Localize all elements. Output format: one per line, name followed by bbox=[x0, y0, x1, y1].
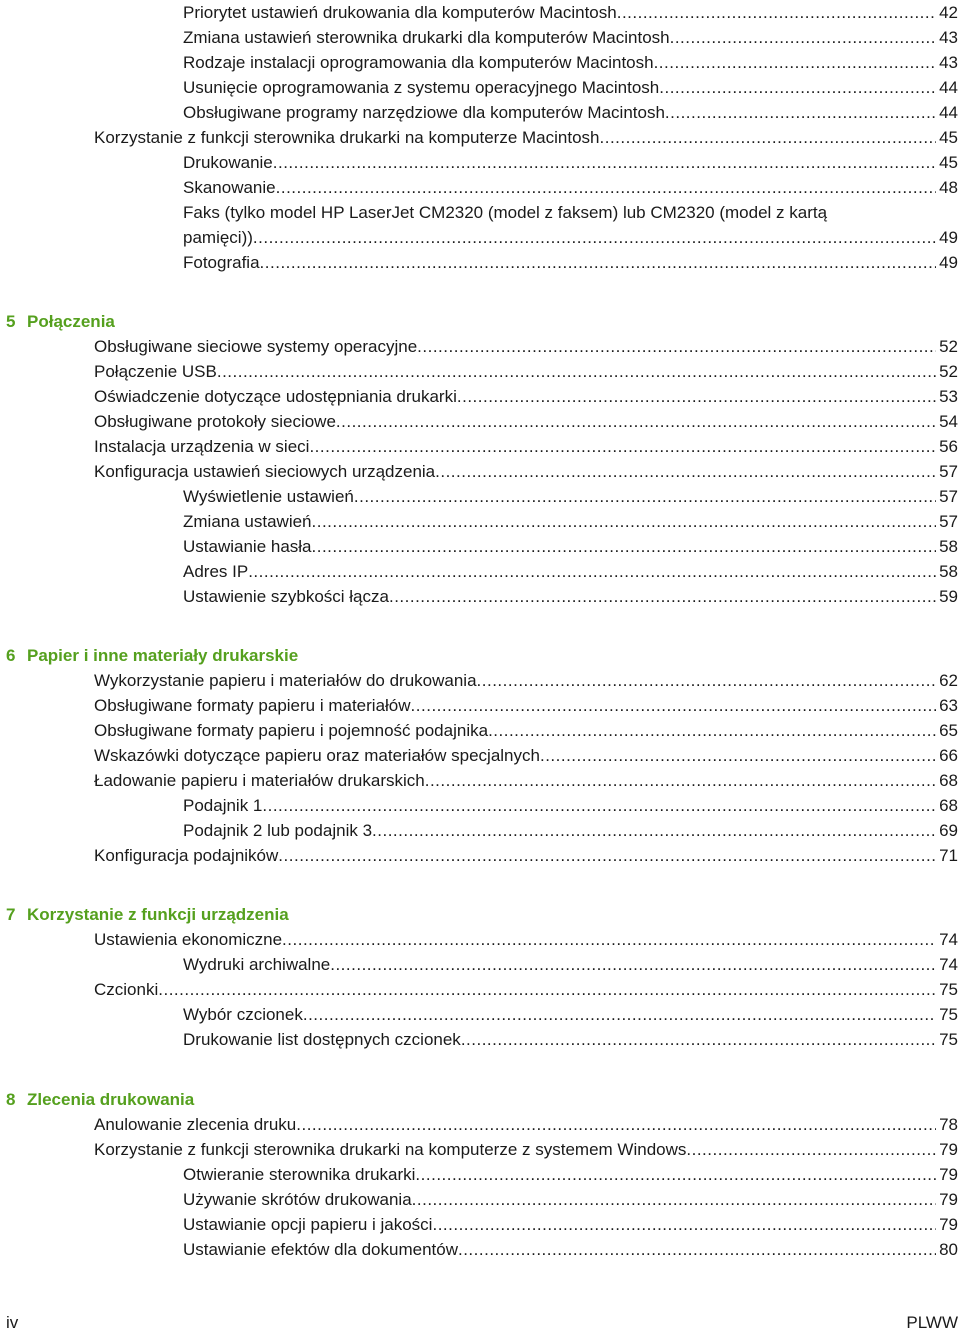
toc-entry[interactable]: Rodzaje instalacji oprogramowania dla komputerów Macintosh ..... 43 bbox=[183, 50, 958, 75]
toc-entry[interactable]: Konfiguracja ustawień sieciowych urządzenia ..... 57 bbox=[94, 459, 958, 484]
toc-entry[interactable]: Priorytet ustawień drukowania dla komputerów Macintosh ..... 42 bbox=[183, 0, 958, 25]
toc-entry[interactable]: Połączenie USB ..... 52 bbox=[94, 359, 958, 384]
chapter-heading[interactable]: 5 Połączenia bbox=[6, 312, 115, 331]
toc-entry[interactable]: Wskazówki dotyczące papieru oraz materiałów specjalnych ..... 66 bbox=[94, 743, 958, 768]
toc-entry[interactable]: Fotografia ..... 49 bbox=[183, 250, 958, 275]
toc-entry[interactable]: Zmiana ustawień ..... 57 bbox=[183, 509, 958, 534]
toc-entry[interactable]: Wydruki archiwalne ..... 74 bbox=[183, 952, 958, 977]
toc-entry[interactable]: Podajnik 1 ..... 68 bbox=[183, 793, 958, 818]
chapter-heading[interactable]: 7 Korzystanie z funkcji urządzenia bbox=[6, 905, 289, 924]
toc-entry[interactable]: Obsługiwane programy narzędziowe dla komputerów Macintosh ..... 44 bbox=[183, 100, 958, 125]
chapter-heading[interactable]: 6 Papier i inne materiały drukarskie bbox=[6, 646, 299, 665]
toc-entry[interactable]: Drukowanie ..... 45 bbox=[183, 150, 958, 175]
toc-entry[interactable]: Ustawianie hasła ..... 58 bbox=[183, 534, 958, 559]
toc-entry[interactable]: Obsługiwane formaty papieru i pojemność podajnika ..... 65 bbox=[94, 718, 958, 743]
toc-entry[interactable]: Ustawienie szybkości łącza ..... 59 bbox=[183, 584, 958, 609]
toc-entry[interactable]: Korzystanie z funkcji sterownika drukarki na komputerze z systemem Windows ..... 79 bbox=[94, 1137, 958, 1162]
chapter-heading[interactable]: 8 Zlecenia drukowania bbox=[6, 1090, 195, 1109]
footer-locale-code: PLWW bbox=[906, 1313, 958, 1332]
toc-entry[interactable]: Drukowanie list dostępnych czcionek ..... 75 bbox=[183, 1027, 958, 1052]
toc-entry[interactable]: Usunięcie oprogramowania z systemu operacyjnego Macintosh ..... 44 bbox=[183, 75, 958, 100]
toc-entry[interactable]: Ustawianie efektów dla dokumentów ..... 80 bbox=[183, 1237, 958, 1262]
toc-entry[interactable]: Czcionki ..... 75 bbox=[94, 977, 958, 1002]
toc-entry[interactable]: Ładowanie papieru i materiałów drukarskich ..... 68 bbox=[94, 768, 958, 793]
toc-entry[interactable]: Konfiguracja podajników ..... 71 bbox=[94, 843, 958, 868]
toc-entry[interactable]: Obsługiwane sieciowe systemy operacyjne ..... 52 bbox=[94, 334, 958, 359]
toc-entry[interactable]: Wykorzystanie papieru i materiałów do drukowania ..... 62 bbox=[94, 668, 958, 693]
toc-entry[interactable]: Skanowanie ..... 48 bbox=[183, 175, 958, 200]
toc-entry[interactable]: Używanie skrótów drukowania ..... 79 bbox=[183, 1187, 958, 1212]
toc-entry[interactable]: Otwieranie sterownika drukarki ..... 79 bbox=[183, 1162, 958, 1187]
toc-entry[interactable]: Korzystanie z funkcji sterownika drukarki na komputerze Macintosh ..... 45 bbox=[94, 125, 958, 150]
toc-entry[interactable]: pamięci)) ..... 49 bbox=[183, 225, 958, 250]
toc-entry[interactable]: Wyświetlenie ustawień ..... 57 bbox=[183, 484, 958, 509]
toc-entry[interactable]: Anulowanie zlecenia druku ..... 78 bbox=[94, 1112, 958, 1137]
toc-entry[interactable]: Wybór czcionek ..... 75 bbox=[183, 1002, 958, 1027]
toc-entry[interactable]: Ustawianie opcji papieru i jakości ..... 79 bbox=[183, 1212, 958, 1237]
toc-entry[interactable]: Podajnik 2 lub podajnik 3 ..... 69 bbox=[183, 818, 958, 843]
toc-entry[interactable]: Ustawienia ekonomiczne ..... 74 bbox=[94, 927, 958, 952]
footer-page-number: iv bbox=[6, 1313, 19, 1332]
toc-entry[interactable]: Obsługiwane formaty papieru i materiałów ..... 63 bbox=[94, 693, 958, 718]
toc-entry[interactable]: Zmiana ustawień sterownika drukarki dla komputerów Macintosh ..... 43 bbox=[183, 25, 958, 50]
toc-entry[interactable]: Obsługiwane protokoły sieciowe ..... 54 bbox=[94, 409, 958, 434]
toc-entry-first-line[interactable]: Faks (tylko model HP LaserJet CM2320 (model z faksem) lub CM2320 (model z kartą bbox=[183, 203, 828, 222]
toc-entry[interactable]: Instalacja urządzenia w sieci ..... 56 bbox=[94, 434, 958, 459]
toc-entry[interactable]: Oświadczenie dotyczące udostępniania drukarki ..... 53 bbox=[94, 384, 958, 409]
toc-entry[interactable]: Adres IP ..... 58 bbox=[183, 559, 958, 584]
